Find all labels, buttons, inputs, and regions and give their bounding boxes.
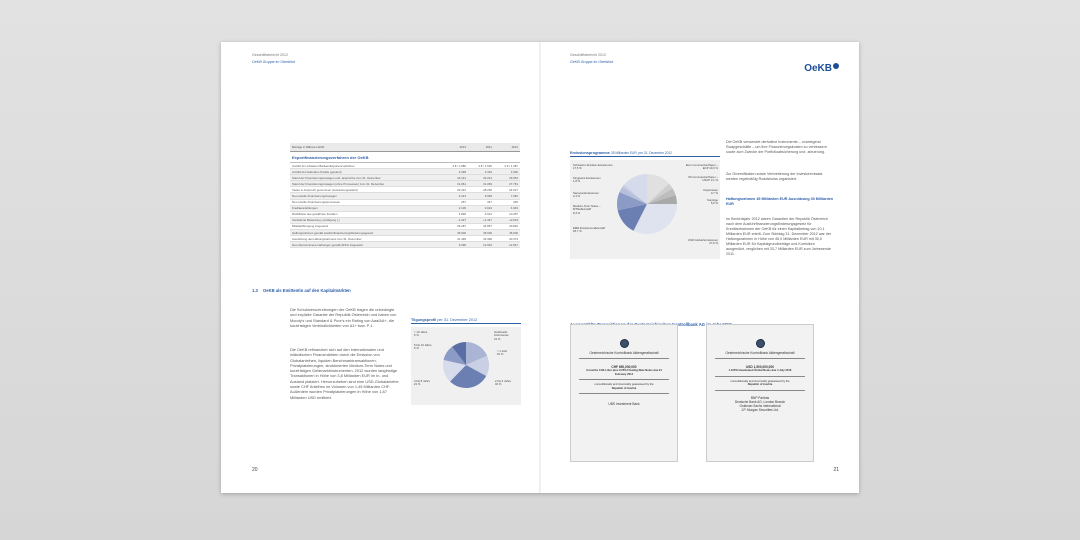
row-label: Kreditauszahlungen (292, 206, 318, 211)
row-value: 3.499 (458, 169, 466, 174)
row-label: Vielen in Anspruch genommen (Ausnutzungsstand) (292, 187, 358, 192)
issue-description: 1.125% Guaranteed Global Notes due 4 July 2016 (728, 369, 792, 373)
row-value: 45.000 (457, 230, 466, 235)
row-value: -1.327 (457, 218, 466, 223)
pie-label: Samurai-Emissionen 2,4 % (573, 191, 599, 199)
row-value: 12.934 (483, 242, 492, 247)
guarantor: Republic of Austria (747, 383, 773, 387)
row-label: Veränderte Bewertung (+)/Abgang (-) (292, 218, 340, 223)
row-value: 31.069 (483, 181, 492, 186)
row-value: +3.519 (509, 218, 518, 223)
oekb-seal-icon (620, 339, 629, 348)
manager: BNP Paribas (750, 395, 770, 400)
row-value: 45.000 (483, 230, 492, 235)
row-value: 33.144 (457, 175, 466, 180)
row-value: 6.396 (458, 242, 466, 247)
issue-description: 3-months CHF-Libor plus 0.25% Floating Rate Notes due 21 February 2014 (586, 369, 662, 376)
pie-label: Kingpains Emissionen 1,8 % (573, 176, 601, 184)
row-value: 10.287 (509, 212, 518, 217)
side-paragraph: Zur Diversifikation sowie Verbreiterung der Investorenbasis werden regelmäßig Roadshows organisiert. (726, 172, 823, 181)
row-value: 33.490 (483, 236, 492, 241)
chart-subtitle: per 31. Dezember 2012 (437, 318, 478, 322)
chart-panel (411, 327, 521, 405)
row-label: Rückflüsse aus gewährten Krediten (292, 212, 338, 217)
pie-label: Medium-Term Notes – MTNs/Eurotaff 6,3 % (573, 204, 601, 215)
year-column: 2013 (459, 145, 466, 149)
oekb-seal-icon (756, 339, 765, 348)
row-value: 6.413 (458, 194, 466, 199)
table-row (290, 242, 520, 248)
chart-panel (570, 160, 720, 259)
export-financing-table (290, 143, 520, 248)
row-label: Neu erteilte Finanzierungszusagen (292, 194, 337, 199)
transactions-heading: Kontrollbank AG (671, 322, 706, 327)
side-paragraph: Im Berichtsjahr 2012 waren Garantien der Republik Österreich nach dem Ausfuhrfinanzierungsförderungsgesetz für Kreditaufnahmen der OeKB für einen Kapitalbetrag von 10,1 Milliarden EUR erteilt. Zum Stichtag 31. Dezember 2012 war der Haftungsrahmen in Höhe von 45,0 Milliarden EUR mit 30,0 Milliarden EUR für Kapitalgrundbeträge und Kurrisiken ausgenützt, verglichen mit 33,7 Milliarden EUR zum Jahresende 2011. (726, 217, 832, 256)
row-value: 12.947 (509, 242, 518, 247)
guarantee-text: unconditionally and irrevocably guaranteed by the (594, 383, 654, 387)
manager: Deutsche Bank AG, London Branch (734, 399, 786, 404)
chart-title-text: Tilgungsprofil (411, 318, 437, 322)
section-title: OeKB als Emittentin auf den Kapitalmärkten (263, 288, 351, 293)
side-paragraph: Die OeKB verwendet derivative Instrumente – vorwiegend Swapgeschäfte – um ihre Finanzierungskosten zu verbessern sowie zum Zwecke der Portfolioabsicherung und -steuerung. (726, 140, 827, 154)
row-value: 3.024 (484, 206, 492, 211)
table-title: Exportfinanzierungsverfahren der OeKB (290, 152, 520, 163)
row-value: 436 (513, 200, 518, 205)
manager: J.P. Morgan Securities Ltd. (741, 408, 779, 413)
table-header (290, 143, 520, 152)
logo-text: OeKB (804, 63, 832, 74)
row-value: +1.447 (483, 218, 492, 223)
pie-label: EMR Emissionen/Eurotaff 18,7 % (573, 226, 605, 234)
running-header: Geschäftsbericht 2012 (252, 53, 288, 57)
divider (715, 376, 805, 377)
pie-label: Depotnoten 3,7 % (703, 188, 718, 196)
row-value: 7.281 (510, 194, 518, 199)
row-value: 3.300 (510, 169, 518, 174)
pie-label: > 10 Jahre 6 % (414, 330, 428, 338)
row-label: Ausnützung des Haftungsrahmens zum 31. Dezember (292, 236, 362, 241)
right-page (540, 42, 859, 493)
pie-label: USD Global Emissionen 27,6 % (687, 238, 718, 246)
row-value: 347 (487, 200, 492, 205)
pie-label: 5 bis 10 Jahre 6 % (414, 343, 432, 351)
divider (579, 358, 669, 359)
issuer-name: Oesterreichische Kontrollbank Aktiengesellschaft (589, 351, 659, 355)
tilgungsprofil-chart (411, 318, 521, 408)
row-label: Stand der Finanzierungszusagen (ohne Promessen) zum 31. Dezember (292, 181, 385, 186)
row-value: 36.287 (457, 224, 466, 229)
pie-label: Geldmarkt-instrumente 21 % (494, 330, 509, 341)
row-value: 3.419 (484, 169, 492, 174)
row-value: 29.431 (457, 187, 466, 192)
row-value: 4.896 (458, 212, 466, 217)
row-value: 257 (461, 200, 466, 205)
row-label: Mittelaufbringung insgesamt (292, 224, 329, 229)
pie-label: US Commercial Paper – USCP 2,1 % (687, 175, 718, 183)
left-page (221, 42, 540, 493)
pie-label: Sonstige 5,0 % (707, 198, 718, 206)
side-heading: Haftungsrahmen 45 Milliarden EUR Ausnützung 30 Milliarden EUR (726, 197, 834, 206)
chart-subtitle: 35 Milliarden EUR, per 31. Dezember 2012 (610, 151, 672, 155)
pie-label: 4 bis 5 Jahre 21 % (414, 379, 431, 387)
row-value: 24.627 (509, 187, 518, 192)
row-value: 2.109 (458, 206, 466, 211)
row-value: 4.9 / 1.487 (504, 163, 518, 168)
page-number: 21 (833, 467, 839, 473)
emission-programs-chart (570, 151, 720, 259)
running-header: Geschäftsbericht 2012 (570, 53, 606, 57)
pie-label: < 1 Jahr 16 % (497, 349, 508, 357)
row-value: 33.244 (483, 175, 492, 180)
row-label: Neu erteilte Finanzierungspromessen (292, 200, 341, 205)
issue-amount: USD 1,500,000,000 (746, 365, 774, 370)
row-value: 34.857 (483, 224, 492, 229)
table-body (290, 163, 520, 248)
row-label: Neu übernommene Haftungen gemäß AFFG insgesamt (292, 242, 364, 247)
row-value: 5.948 (484, 194, 492, 199)
guarantor: Republic of Austria (611, 386, 637, 390)
row-value: 28.265 (483, 187, 492, 192)
section-header: OeKB Gruppe im Überblick (570, 60, 614, 64)
pie-label: 2 bis 3 Jahre 32 % (495, 379, 512, 387)
row-label: Anzahl der laufenden Kredite (gesamt) (292, 169, 342, 174)
chart-title (411, 318, 521, 324)
brochure-spread (221, 42, 859, 493)
tombstone-chf (570, 324, 678, 462)
row-value: 27.781 (509, 181, 518, 186)
year-column: 2012 (511, 145, 518, 149)
row-value: 31.499 (457, 236, 466, 241)
page-number: 20 (252, 467, 258, 473)
divider (715, 390, 805, 391)
row-value: 4.8 / 1.530 (478, 163, 492, 168)
row-value: 40.826 (509, 224, 518, 229)
divider (715, 358, 805, 359)
row-label: Stand der Finanzierungszusagen und -ansprüche zum 31. Dezember (292, 175, 381, 180)
year-column: 2011 (485, 145, 492, 149)
guarantee-text: unconditionally and irrevocably guaranteed by the (730, 379, 790, 383)
lead-manager: UBS Investment Bank (608, 402, 640, 407)
row-label: Anzahl der erfassten Banken/Exporteurverfahren (292, 163, 355, 168)
section-number: 1.3 (252, 288, 258, 293)
oekb-logo (804, 63, 839, 74)
table-unit-label: Beträge in Millionen EUR (292, 145, 325, 149)
issue-amount: CHF 650,000,000 (611, 365, 637, 370)
pie-label: Schweizer-Franken-Emissionen 17,5 % (573, 163, 613, 171)
issuer-name: Oesterreichische Kontrollbank Aktiengesellschaft (725, 351, 795, 355)
logo-dot-icon (833, 63, 839, 69)
row-value: 29.054 (509, 175, 518, 180)
section-heading (252, 288, 355, 293)
row-label: Haftungsrahmen gemäß Ausfuhrfinanzierungsförderungsgesetz (292, 230, 374, 235)
row-value: 30.373 (509, 236, 518, 241)
body-paragraph: Die Schuldverschreibungen der OeKB tragen die unbedingte und explizite Garantie der Republik Österreich und haben von Moody's und Standard & Poor's ein Rating von Aaa/AA+, die kurzfristigen Verbindlichkeiten von A1+ bzw. P-1. (290, 307, 397, 328)
divider (579, 393, 669, 394)
body-paragraph: Die OeKB refinanziert sich auf den internationalen und inländischen Finanzmärkten durch die Emission von Globalanleihen, liquiden Benchmarktransaktionen, Privatplatzierungen, strukturierten Medium-Term Notes und kurzfristigen Geldmarktinstrumenten. 2012 wurden langfristige Transaktionen in Höhe von 3,8 Milliarden EUR im In- und Ausland platziert. Hervorzuheben sind eine USD-Globalanleihe sowie CHF Anleihen im Volumen von 1,45 Milliarden CHF. Außerdem wurden Privatplatzierungen in Höhe von 1,87 Milliarden USD emittiert. (290, 347, 399, 400)
row-value: 31.961 (457, 181, 466, 186)
section-header: OeKB Gruppe im Überblick (252, 60, 296, 64)
divider (579, 379, 669, 380)
chart-title-text: Emissionsprogramme (570, 151, 610, 155)
row-value: 4.943 (510, 206, 518, 211)
row-value: 45.000 (509, 230, 518, 235)
chart-title (570, 151, 720, 157)
tombstone-usd (706, 324, 814, 462)
pie-label: Euro Commercial Paper – ECP 10,3 % (685, 163, 718, 171)
manager: Goldman Sachs International (739, 404, 781, 409)
row-value: 4.8 / 1.980 (452, 163, 466, 168)
row-value: 4.913 (484, 212, 492, 217)
